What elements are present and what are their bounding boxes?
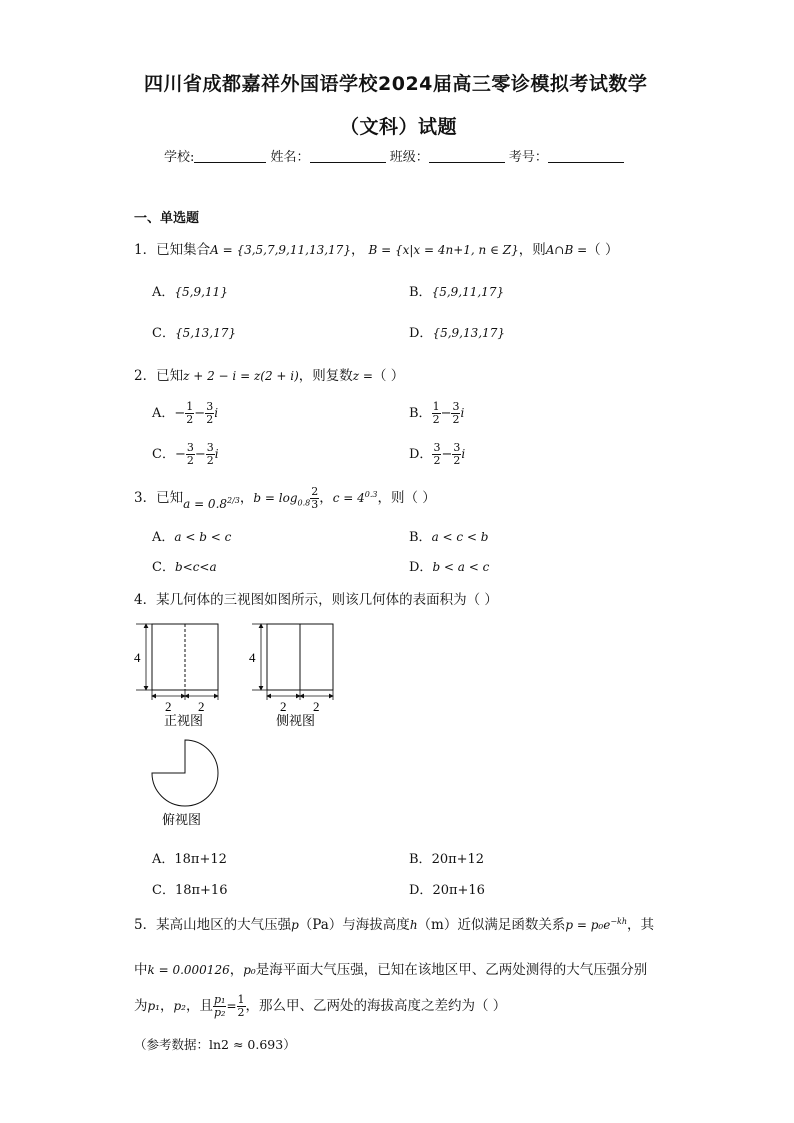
q5-reference-data: （参考数据：ln2 ≈ 0.693）: [134, 1037, 296, 1052]
q3-option-d[interactable]: D．b < a < c: [409, 560, 490, 575]
q3-paren: （ ）: [404, 490, 436, 506]
q5-formula: $p = p_0e^{-kh}$: [565, 917, 628, 932]
q2-option-c[interactable]: C．− $\frac{3}{2}$ − $\frac{3}{2}$ i: [152, 441, 219, 467]
q2-stem-a: 已知: [156, 368, 184, 384]
section-title: 一、单选题: [134, 211, 200, 226]
q3-stem-b: ，则: [377, 490, 405, 506]
side-view-caption: 侧视图: [276, 714, 316, 729]
side-height-label: 4: [249, 650, 256, 665]
q1-option-b[interactable]: B．{5,9,11,17}: [409, 285, 505, 300]
top-view: [152, 740, 218, 828]
side-width1-label: 2: [280, 699, 287, 714]
q2-option-b[interactable]: B． $\frac{1}{2}$ − $\frac{3}{2}$ i: [409, 400, 465, 426]
class-field[interactable]: [429, 149, 505, 163]
side-view: [249, 624, 333, 729]
question-5-line2: 中k = 0.000126，p₀是海平面大气压强，已知在该地区甲、乙两处测得的大气压强分别: [134, 962, 648, 978]
q1-set-a: A = {3,5,7,9,11,13,17}: [210, 243, 351, 257]
q3-a-expr: $a = 0.8^{2/3}$: [183, 496, 240, 511]
q1-set-b: B = {x|x = 4n+1, n ∈ Z}: [368, 243, 519, 257]
q1-ask: A∩B =: [545, 243, 588, 257]
q1-number: 1．: [134, 242, 157, 258]
question-5-line3: 为p₁，p₂，且 $\frac{\text{p₁}}{\text{p₂}}$ = $\frac{1}{2}$ ，那么甲、乙两处的海拔高度之差约为（ ）: [134, 993, 507, 1019]
info-row: [164, 146, 624, 165]
title-line2: （文科）试题: [340, 116, 458, 138]
q2-option-a[interactable]: A．− $\frac{1}{2}$ − $\frac{3}{2}$ i: [152, 400, 219, 426]
school-field[interactable]: [194, 149, 266, 163]
q1-stem-a: 已知集合: [156, 242, 211, 258]
school-label: 学校:: [164, 150, 195, 165]
q3-option-a[interactable]: A．a < b < c: [152, 530, 232, 545]
q1-option-c[interactable]: C．{5,13,17}: [152, 326, 237, 341]
question-5-line1: 5．某高山地区的大气压强p（Pa）与海拔高度h（m）近似满足函数关系$p = p_0e^{-kh}$，其: [134, 917, 655, 933]
front-width2-label: 2: [198, 699, 205, 714]
q3-option-c[interactable]: C．b<c<a: [152, 560, 217, 575]
number-label: 考号：: [508, 150, 548, 165]
q3-c-expr: $c = 4^{0.3}$: [332, 490, 378, 505]
q1-option-a[interactable]: A．{5,9,11}: [152, 285, 228, 300]
question-2: [134, 364, 404, 384]
q4-option-d[interactable]: D．20π+16: [409, 883, 485, 898]
question-1: 1．已知集合A = {3,5,7,9,11,13,17}， B = {x|x = 4n+1, n ∈ Z}，则A∩B =（ ）: [134, 242, 619, 258]
number-field[interactable]: [548, 149, 624, 163]
q4-option-c[interactable]: C．18π+16: [152, 883, 228, 898]
front-height-label: 4: [134, 650, 141, 665]
name-label: 姓名：: [270, 150, 310, 165]
class-label: 班级：: [389, 150, 429, 165]
front-width1-label: 2: [165, 699, 172, 714]
front-view-caption: 正视图: [164, 714, 204, 729]
q1-paren: （ ）: [587, 242, 619, 258]
q3-b-expr: $b = \log_{0.8}$ $\frac{2}{3}$: [253, 485, 319, 511]
q4-stem: 某几何体的三视图如图所示，则该几何体的表面积为（ ）: [156, 592, 498, 608]
q2-paren: （ ）: [372, 368, 405, 384]
question-4: [134, 588, 498, 608]
side-width2-label: 2: [313, 699, 320, 714]
q2-option-d[interactable]: D． $\frac{3}{2}$ − $\frac{3}{2}$ i: [409, 441, 466, 467]
q4-number: 4．: [134, 592, 157, 608]
q4-option-a[interactable]: A．18π+12: [152, 852, 227, 867]
q4-option-b[interactable]: B．20π+12: [409, 852, 485, 867]
q2-ask: z =: [352, 369, 373, 383]
q2-stem-b: ，则复数: [298, 368, 353, 384]
q3-number: 3．: [134, 490, 157, 506]
title-line1: 四川省成都嘉祥外国语学校2024届高三零诊模拟考试数学: [144, 73, 648, 95]
q2-number: 2．: [134, 368, 157, 384]
q1-option-d[interactable]: D．{5,9,13,17}: [409, 326, 505, 341]
name-field[interactable]: [310, 149, 386, 163]
q3-stem-a: 已知: [156, 490, 184, 506]
three-view-figure: [130, 616, 360, 838]
q1-stem-b: ，则: [518, 242, 546, 258]
question-3: 3．已知$a = 0.8^{2/3}$，$b = \log_{0.8}$ $\frac{2}{3}$ ，$c = 4^{0.3}$，则（ ）: [134, 485, 436, 511]
top-view-caption: 俯视图: [162, 813, 202, 828]
q2-equation: z + 2 − i = z(2 + i): [183, 369, 299, 383]
q3-option-b[interactable]: B．a < c < b: [409, 530, 489, 545]
front-view: [134, 624, 218, 729]
